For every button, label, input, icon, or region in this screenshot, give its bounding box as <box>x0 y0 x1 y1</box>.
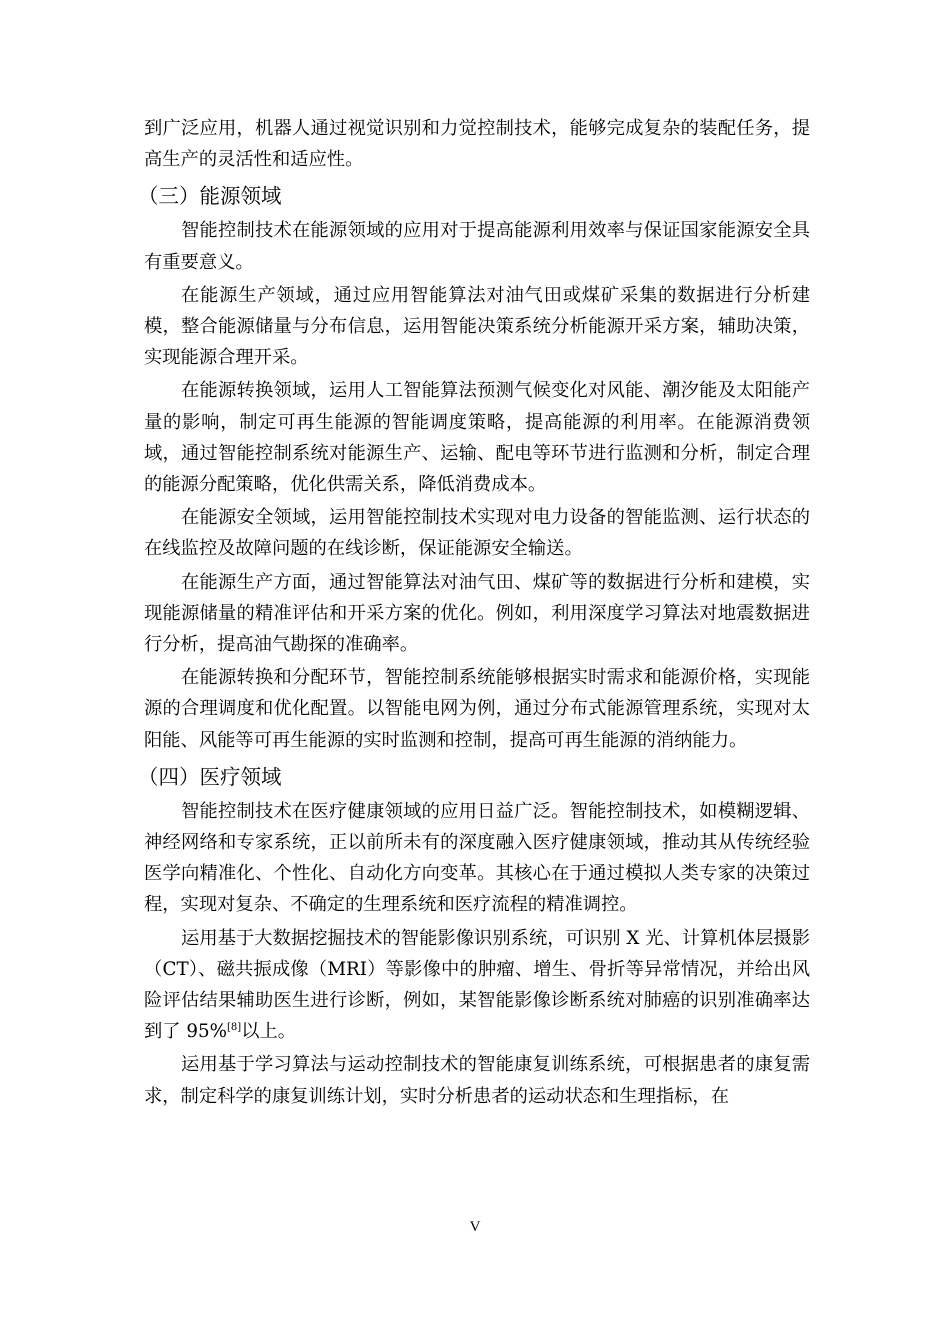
paragraph-text: 以上。 <box>241 1021 297 1043</box>
paragraph: 在能源生产领域，通过应用智能算法对油气田或煤矿采集的数据进行分析建模，整合能源储量与分布信息，运用智能决策系统分析能源开采方案，辅助决策，实现能源合理开采。 <box>144 284 810 369</box>
page-body <box>138 113 810 1114</box>
paragraph: 智能控制技术在医疗健康领域的应用日益广泛。智能控制技术，如模糊逻辑、神经网络和专家系统，正以前所未有的深度融入医疗健康领域，推动其从传统经验医学向精准化、个性化、自动化方向变革。其核心在于通过模拟人类专家的决策过程，实现对复杂、不确定的生理系统和医疗流程的精准调控。 <box>144 800 810 916</box>
paragraph: 运用基于学习算法与运动控制技术的智能康复训练系统，可根据患者的康复需求，制定科学的康复训练计划，实时分析患者的运动状态和生理指标，在 <box>144 1054 810 1107</box>
paragraph: 在能源安全领域，运用智能控制技术实现对电力设备的智能监测、运行状态的在线监控及故障问题的在线诊断，保证能源安全输送。 <box>144 507 810 560</box>
paragraph: 在能源转换领域，运用人工智能算法预测气候变化对风能、潮汐能及太阳能产量的影响，制定可再生能源的智能调度策略，提高能源的利用率。在能源消费领域，通过智能控制系统对能源生产、运输、配电等环节进行监测和分析，制定合理的能源分配策略，优化供需关系，降低消费成本。 <box>144 380 810 496</box>
paragraph: 在能源生产方面，通过智能算法对油气田、煤矿等的数据进行分析和建模，实现能源储量的精准评估和开采方案的优化。例如，利用深度学习算法对地震数据进行分析，提高油气勘探的准确率。 <box>144 571 810 656</box>
paragraph-with-citation <box>144 923 810 1048</box>
paragraph: 在能源转换和分配环节，智能控制系统能够根据实时需求和能源价格，实现能源的合理调度和优化配置。以智能电网为例，通过分布式能源管理系统，实现对太阳能、风能等可再生能源的实时监测和控制，提高可再生能源的消纳能力。 <box>144 667 810 751</box>
paragraph: 智能控制技术在能源领域的应用对于提高能源利用效率与保证国家能源安全具有重要意义。 <box>144 220 810 273</box>
section-heading-energy: （三）能源领域 <box>138 184 282 209</box>
citation-reference[interactable]: [8] <box>227 1022 242 1034</box>
paragraph-continued: 到广泛应用，机器人通过视觉识别和力觉控制技术，能够完成复杂的装配任务，提高生产的灵活性和适应性。 <box>144 118 810 171</box>
section-heading-medical: （四）医疗领域 <box>138 764 282 789</box>
page-number: V <box>469 1219 481 1235</box>
paragraph-text: 运用基于大数据挖掘技术的智能影像识别系统，可识别 X 光、计算机体层摄影（CT）、磁共振成像（MRI）等影像中的肿瘤、增生、骨折等异常情况，并给出风险评估结果辅助医生进行诊断，例如，某智能影像诊断系统对肺癌的识别准确率达到了 95% <box>144 927 810 1043</box>
